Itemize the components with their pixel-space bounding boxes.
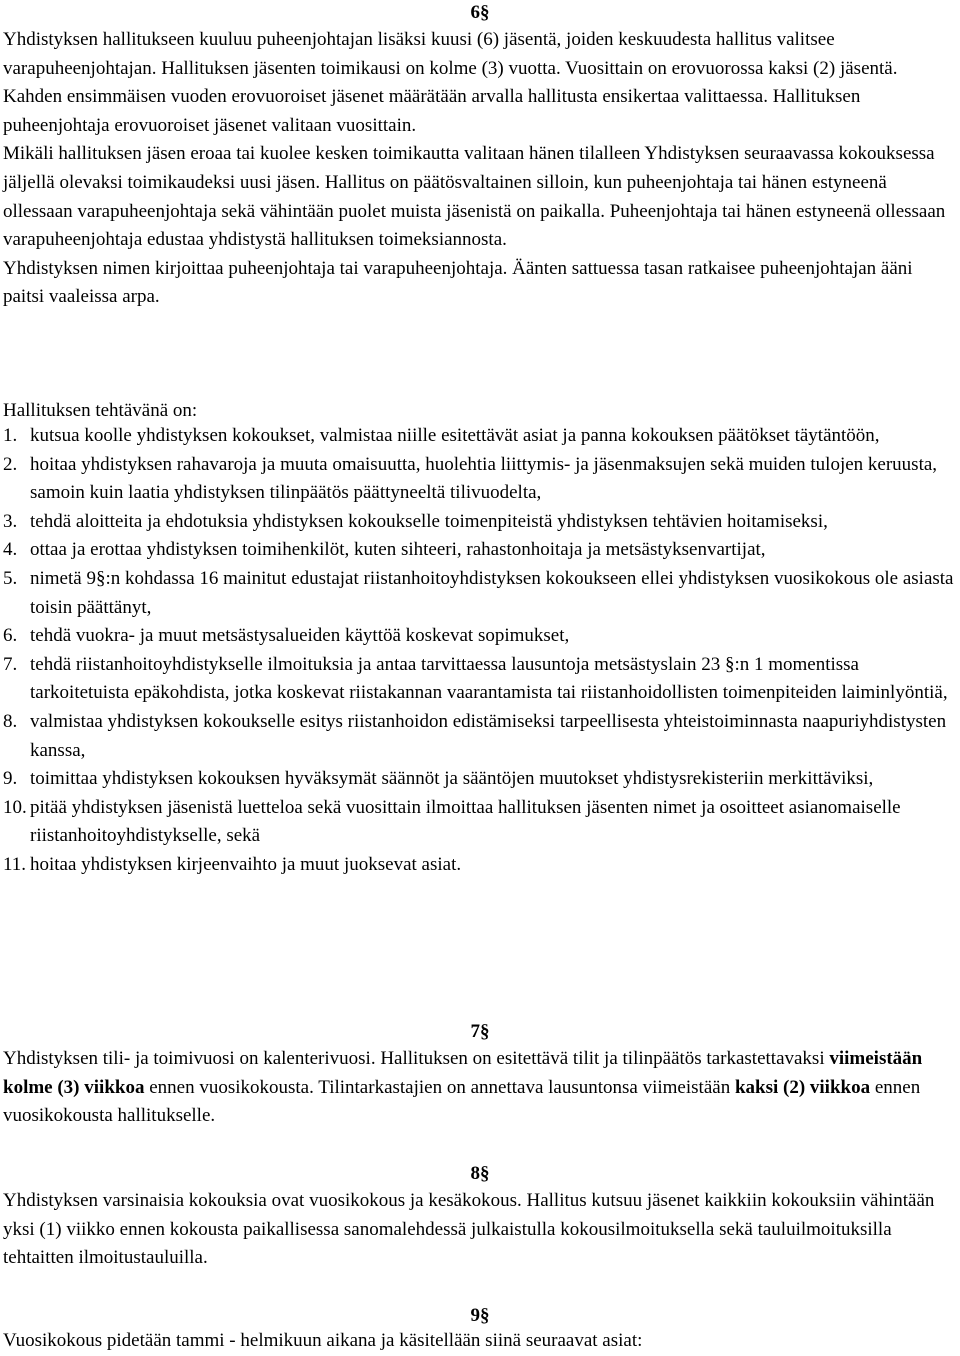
duties-list [3, 422, 957, 880]
list-item [3, 536, 957, 565]
list-item [3, 851, 957, 880]
section-7-text: ennen vuosikokousta hallitukselle. [3, 1076, 921, 1127]
list-item-text: pitää yhdistyksen jäsenistä luetteloa sekä vuosittain ilmoittaa hallituksen jäsenten nimet ja osoitteet asianomaiselle riistanhoitoyhdistykselle, sekä [30, 796, 901, 847]
section-8-heading: 8§ [470, 1163, 490, 1184]
list-item-number: 6. [3, 625, 18, 647]
list-item-text: hoitaa yhdistyksen kirjeenvaihto ja muut juoksevat asiat. [30, 853, 462, 875]
section-7-text: ennen vuosikokousta. Tilintarkastajien on annettava lausuntonsa viimeistään [144, 1076, 735, 1098]
list-item-number: 8. [3, 710, 18, 732]
list-item-text: kutsua koolle yhdistyksen kokoukset, valmistaa niille esitettävät asiat ja panna kokouksen päätökset täytäntöön, [30, 425, 880, 446]
list-item-text: hoitaa yhdistyksen rahavaroja ja muuta omaisuutta, huolehtia liittymis- ja jäsenmaksujen sekä muiden tulojen keruusta, samoin kuin laatia yhdistyksen tilinpäätös päättyneeltä tilivuodelta, [30, 453, 938, 504]
section-9-body: Vuosikokous pidetään tammi - helmikuun aikana ja käsitellään siinä seuraavat asiat: [3, 1330, 643, 1351]
list-item [3, 451, 957, 508]
section-6-paragraph: Mikäli hallituksen jäsen eroaa tai kuolee kesken toimikautta valitaan hänen tilalleen Yhdistyksen seuraavassa kokouksessa jäljellä olevaksi toimikaudeksi uusi jäsen. Hallitus on päätösvaltainen silloin, kun puheenjohtaja tai hänen estyneenä ollessaan varapuheenjohtaja sekä vähintään puolet muista jäsenistä on paikalla. Puheenjohtaja tai hänen estyneenä ollessaan varapuheenjohtaja edustaa yhdistystä hallituksen toimeksiannosta. [3, 143, 946, 251]
list-item [3, 565, 957, 622]
section-7-body [3, 1045, 957, 1131]
list-item [3, 765, 957, 794]
section-6-body [3, 26, 957, 312]
list-item-text: tehdä aloitteita ja ehdotuksia yhdistyksen kokoukselle toimenpiteistä yhdistyksen tehtävien hoitamiseksi, [30, 510, 828, 532]
list-item-number: 1. [3, 425, 18, 446]
list-item [3, 651, 957, 708]
list-item-number: 9. [3, 768, 18, 790]
list-item [3, 708, 957, 765]
list-item [3, 622, 957, 651]
section-7-text: Yhdistyksen tili- ja toimivuosi on kalenterivuosi. Hallituksen on esitettävä tilit ja tilinpäätös tarkastettavaksi [3, 1048, 830, 1069]
section-7-heading: 7§ [470, 1021, 490, 1042]
section-6-paragraph: Kahden ensimmäisen vuoden erovuoroiset jäsenet määrätään arvalla hallitusta ensikertaa valittaessa. Hallituksen puheenjohtaja erovuoroiset jäsenet valitaan vuosittain. [3, 86, 861, 136]
list-item-text: nimetä 9§:n kohdassa 16 mainitut edustajat riistanhoitoyhdistyksen kokoukseen ellei yhdistyksen vuosikokous ole asiasta toisin päättänyt, [30, 567, 954, 618]
list-item-number: 5. [3, 567, 18, 589]
list-item-text: ottaa ja erottaa yhdistyksen toimihenkilöt, kuten sihteeri, rahastonhoitaja ja metsästyksenvartijat, [30, 539, 766, 561]
section-7-emphasis: viimeistään kolme (3) viikkoa [3, 1048, 923, 1098]
section-9-heading: 9§ [470, 1305, 490, 1326]
duties-intro: Hallituksen tehtävänä on: [3, 400, 198, 421]
section-7-emphasis: kaksi (2) viikkoa [734, 1076, 871, 1098]
list-item-number: 2. [3, 453, 18, 475]
list-item-number: 7. [3, 653, 18, 675]
list-item-text: tehdä vuokra- ja muut metsästysalueiden käyttöä koskevat sopimukset, [30, 625, 570, 647]
list-item-number: 11. [3, 853, 27, 875]
list-item-number: 10. [3, 796, 27, 818]
list-item-text: valmistaa yhdistyksen kokoukselle esitys riistanhoidon edistämiseksi tarpeellisesta yhteistoiminnasta naapuriyhdistysten kanssa, [30, 710, 947, 761]
section-6-paragraph: Yhdistyksen hallitukseen kuuluu puheenjohtajan lisäksi kuusi (6) jäsentä, joiden keskuudesta hallitus valitsee varapuheenjohtajan. Hallituksen jäsenten toimikausi on kolme (3) vuotta. Vuosittain on erovuorossa kaksi (2) jäsentä. [3, 29, 898, 79]
section-6-heading: 6§ [470, 2, 490, 23]
list-item-number: 4. [3, 539, 18, 561]
list-item [3, 508, 957, 537]
section-8-body: Yhdistyksen varsinaisia kokouksia ovat vuosikokous ja kesäkokous. Hallitus kutsuu jäsenet kaikkiin kokouksiin vähintään yksi (1) viikko ennen kokousta paikallisessa sanomalehdessä julkaistulla kokousilmoituksella sekä tauluilmoituksilla tehtaitten ilmoitustauluilla. [3, 1190, 935, 1269]
list-item-text: tehdä riistanhoitoyhdistykselle ilmoituksia ja antaa tarvittaessa lausuntoja metsästyslain 23 §:n 1 momentissa tarkoitetuista epäkohdista, jotka koskevat riistakannan vaarantamista tai riistanhoidollisten toimenpiteiden laiminlyöntiä, [30, 653, 948, 704]
list-item-number: 3. [3, 510, 18, 532]
list-item [3, 422, 957, 451]
list-item [3, 794, 957, 851]
list-item-text: toimittaa yhdistyksen kokouksen hyväksymät säännöt ja sääntöjen muutokset yhdistysrekisteriin merkittäviksi, [30, 768, 874, 790]
section-6-paragraph: Yhdistyksen nimen kirjoittaa puheenjohtaja tai varapuheenjohtaja. Äänten sattuessa tasan ratkaisee puheenjohtajan ääni paitsi vaaleissa arpa. [3, 257, 913, 308]
